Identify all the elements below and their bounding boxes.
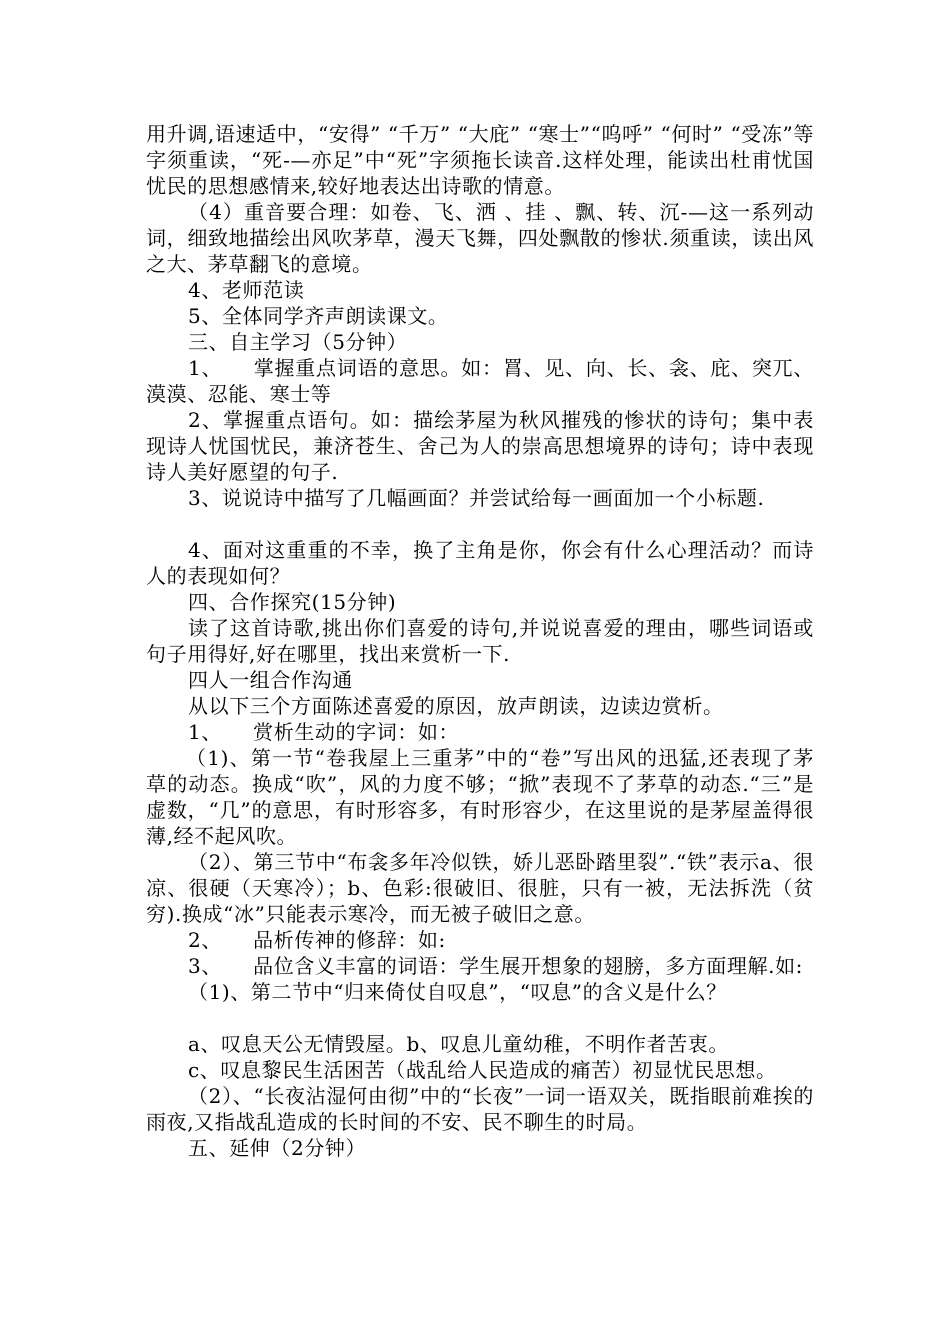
list-item-teacher-reading: 4、老师范读 xyxy=(188,278,305,302)
section-heading-self-study: 三、自主学习（5分钟） xyxy=(188,330,408,354)
paragraph-favorite-lines: 读了这首诗歌,挑出你们喜爱的诗句,并说说喜爱的理由，哪些词语或句子用得好,好在哪里，找出来赏析一下. xyxy=(146,616,814,666)
section-heading-cooperation: 四、合作探究(15分钟) xyxy=(188,590,397,614)
sub-item-juan: （1)、第一节“卷我屋上三重茅”中的“卷”写出风的迅猛,还表现了茅草的动态。换成“吹”，风的力度不够；“掀”表现不了茅草的动态.“三”是虚数，“几”的意思，有时形容多，有时形容少，在这里说的是茅屋盖得很薄,经不起风吹。 xyxy=(146,746,814,848)
paragraph-three-aspects: 从以下三个方面陈述喜爱的原因，放声朗读，边读边赏析。 xyxy=(188,694,724,718)
sub-item-changye: （2）、“长夜沾湿何由彻”中的“长夜”一词一语双关，既指眼前难挨的雨夜,又指战乱造成的长时间的不安、民不聊生的时局。 xyxy=(146,1084,814,1134)
sub-item-tie: （2）、第三节中“布衾多年冷似铁，娇儿恶卧踏里裂”.“铁”表示a、很凉、很硬（天寒冷）；b、色彩:很破旧、很脏，只有一被，无法拆洗（贫穷).换成“冰”只能表示寒冷，而无被子破旧之意。 xyxy=(146,850,814,926)
list-item-rich-words: 3、 品位含义丰富的词语：学生展开想象的翅膀，多方面理解.如: xyxy=(188,954,804,978)
section-heading-extension: 五、延伸（2分钟） xyxy=(188,1136,367,1160)
blank-line xyxy=(146,511,814,537)
blank-line xyxy=(146,1005,814,1031)
paragraph-group-work: 四人一组合作沟通 xyxy=(188,668,353,692)
paragraph-reading-intonation: 用升调,语速适中，“安得” “千万” “大庇” “寒士”“呜呼” “何时” “受冻”等字须重读，“死-—亦足”中“死”字须拖长读音.这样处理，能读出杜甫忧国忧民的思想感情来,较好地表达出诗歌的情意。 xyxy=(146,122,814,198)
sub-item-tanxi: （1)、第二节中“归来倚仗自叹息”，“叹息”的含义是什么？ xyxy=(188,980,727,1004)
list-item-class-reading: 5、全体同学齐声朗读课文。 xyxy=(188,304,449,328)
list-item-scenes: 3、说说诗中描写了几幅画面？并尝试给每一画面加一个小标题. xyxy=(188,486,765,510)
sub-item-tanxi-c: c、叹息黎民生活困苦（战乱给人民造成的痛苦）初显忧民思想。 xyxy=(188,1058,777,1082)
list-item-rhetoric: 2、 品析传神的修辞：如: xyxy=(188,928,446,952)
document-page xyxy=(146,121,814,1161)
list-item-misfortune: 4、面对这重重的不幸，换了主角是你，你会有什么心理活动？而诗人的表现如何？ xyxy=(146,538,814,588)
sub-item-tanxi-a-b: a、叹息天公无情毁屋。b、叹息儿童幼稚，不明作者苦衷。 xyxy=(188,1032,729,1056)
list-item-vivid-words: 1、 赏析生动的字词：如： xyxy=(188,720,460,744)
list-item-key-words: 1、 掌握重点词语的意思。如：罥、见、向、长、衾、庇、突兀、漠漠、忍能、寒士等 xyxy=(146,356,814,406)
list-item-key-sentences: 2、掌握重点语句。如：描绘茅屋为秋风摧残的惨状的诗句；集中表现诗人忧国忧民，兼济苍生、舍己为人的崇高思想境界的诗句；诗中表现诗人美好愿望的句子. xyxy=(146,408,814,484)
paragraph-stress-point-4: （4）重音要合理：如卷、飞、洒 、挂 、飘、转、沉-—这一系列动词，细致地描绘出风吹茅草，漫天飞舞，四处飘散的惨状.须重读，读出风之大、茅草翻飞的意境。 xyxy=(146,200,814,276)
